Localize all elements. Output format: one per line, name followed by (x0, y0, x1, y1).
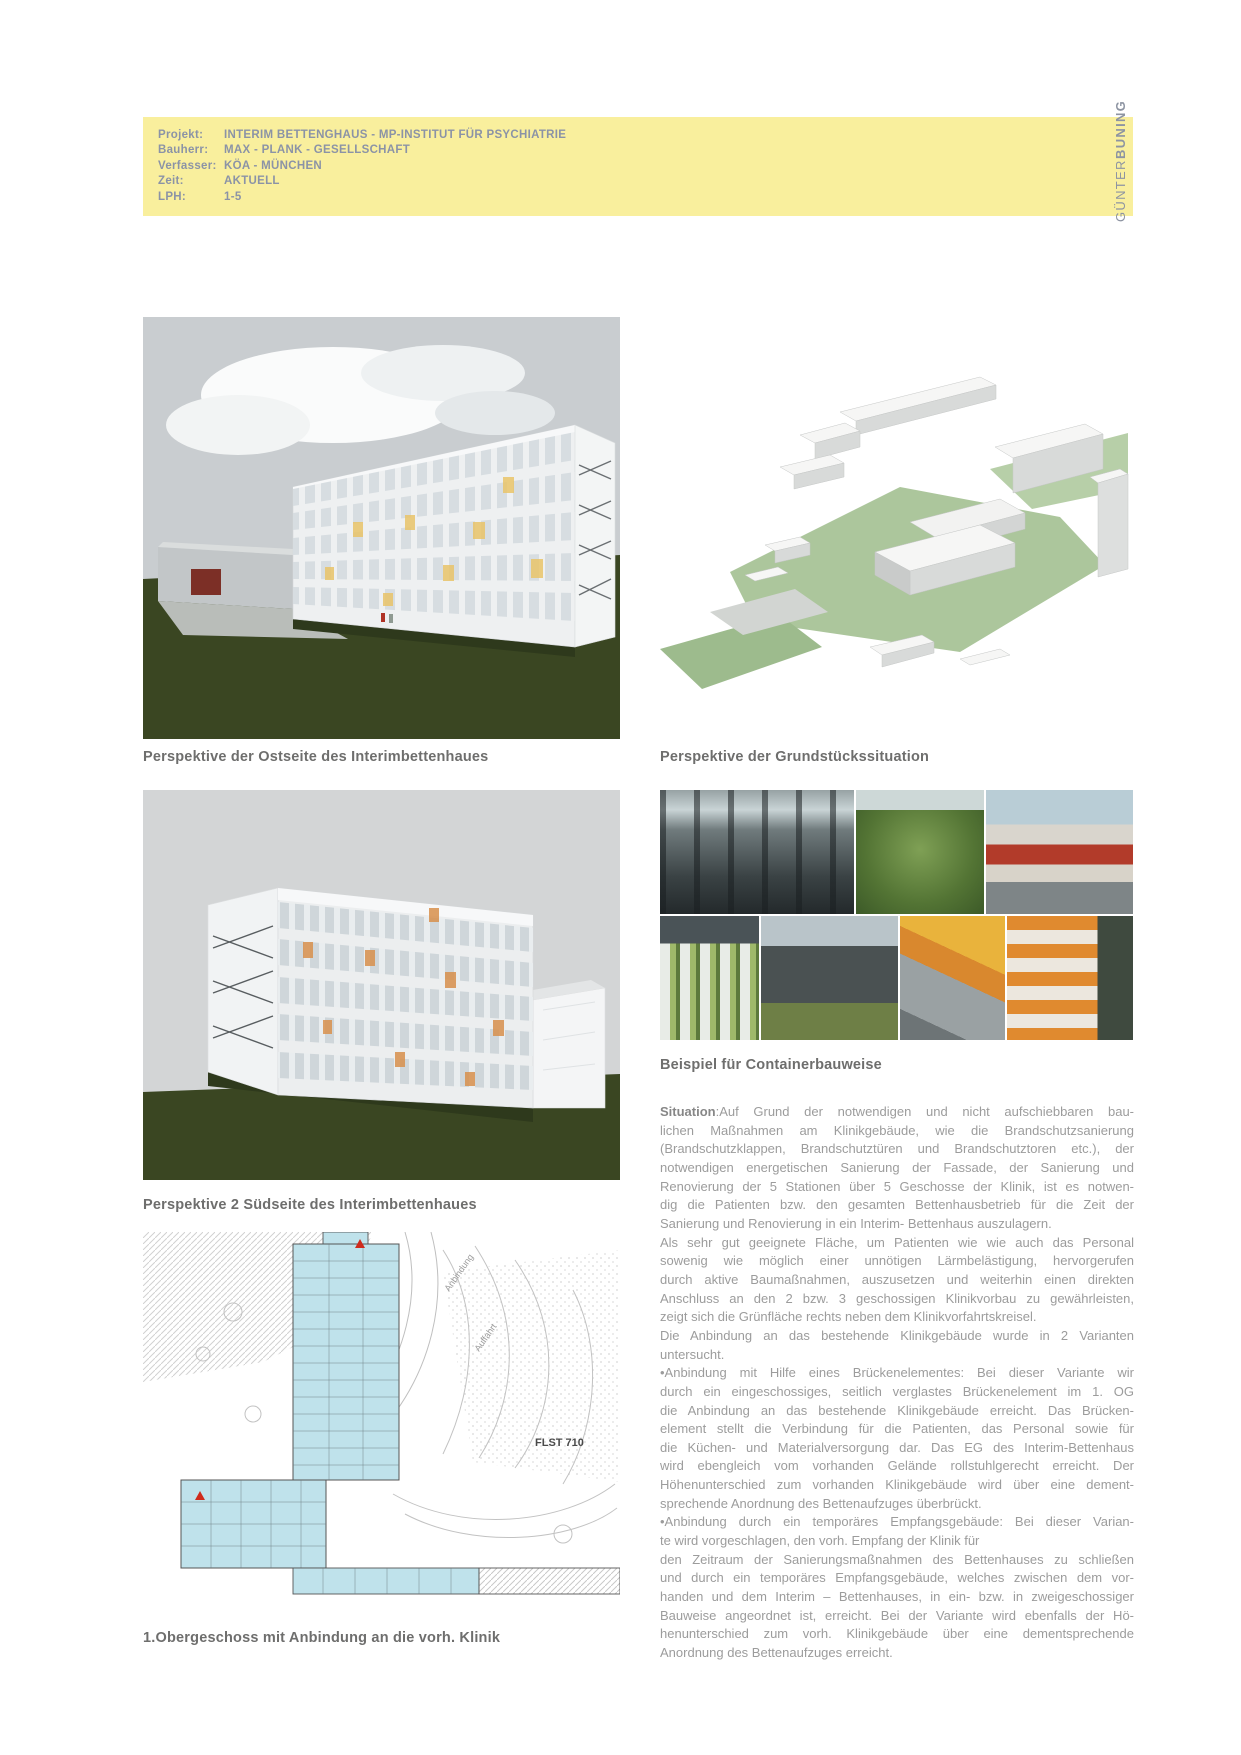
header-row-value: 1-5 (224, 190, 242, 203)
body-line: (Brandschutzklappen, Brandschutztüren und Brandschutztoren etc.), der (660, 1141, 1134, 1157)
header-rows (143, 117, 1133, 205)
header-row-value: AKTUELL (224, 175, 280, 188)
caption-floorplan: 1.Obergeschoss mit Anbindung an die vorh. Klinik (143, 1630, 501, 1646)
header-row (158, 190, 1133, 205)
body-line: handen und dem Interim – Bettenhauses, in ein- bzw. in zweigeschossiger (660, 1589, 1134, 1605)
striped-facade-photo (660, 916, 759, 1040)
body-line: Bauweise angeordnet ist, erreicht. Bei der Variante wird ebenfalls der Hö- (660, 1607, 1134, 1623)
floor-plan-drawing (143, 1232, 620, 1613)
caption-site: Perspektive der Grundstückssituation (660, 749, 930, 765)
header-row (158, 159, 1133, 174)
body-line: zeigt sich die Grünfläche rechts neben dem Klinikvorfahrtskreisel. (660, 1309, 1037, 1325)
brand-first-name: GÜNTER (1113, 159, 1128, 222)
body-line: Die Anbindung an das bestehende Klinikgebäude wurde in 2 Varianten (660, 1327, 1134, 1343)
body-line: •Anbindung mit Hilfe eines Brückenelementes: Bei dieser Variante wir (660, 1365, 1134, 1381)
body-text (660, 1103, 1134, 1663)
collage-row (660, 790, 1133, 914)
body-line: dig die Patienten bzw. den gesamten Bettenhausbetrieb für die Zeit der (660, 1197, 1134, 1213)
header-row (158, 174, 1133, 189)
project-header (143, 100, 1133, 222)
body-line: Anordnung des Bettenaufzuges erreicht. (660, 1645, 893, 1661)
container-collage (660, 790, 1133, 1040)
body-line: notwendigen energetischen Sanierung der Fassade, der Sanierung und (660, 1159, 1134, 1175)
header-row-value: KÖA - MÜNCHEN (224, 159, 323, 172)
body-line: Renovierung der 5 Stationen über 5 Geschosse der Klinik, ist es notwen- (660, 1178, 1134, 1194)
body-line: te wird vorgeschlagen, den vorh. Empfang der Klinik für (660, 1533, 980, 1549)
body-line: den Zeitraum der Sanierungsmaßnahmen des Bettenhauses zu schließen (660, 1551, 1134, 1567)
header-row-label: Projekt: (158, 129, 204, 141)
body-line: element stellt die Verbindung für die Patienten, das Personal sowie für (660, 1421, 1134, 1437)
courtyard-green-photo (856, 790, 984, 914)
south-perspective-rendering (143, 790, 620, 1180)
gray-container-building-photo (761, 916, 898, 1040)
brand-logo (1113, 100, 1128, 222)
plan-label-auffahrt: Auffahrt (472, 1321, 499, 1354)
site-plan-rendering (660, 317, 1133, 739)
body-line: sowenig wie möglich einer unnötigen Lärmbelästigung, hervorgerufen (660, 1253, 1134, 1269)
plan-label-anbindung: Anbindung (442, 1252, 476, 1294)
caption-east: Perspektive der Ostseite des Interimbettenhaues (143, 749, 489, 765)
header-row-label: LPH: (158, 190, 187, 203)
body-line: sprechende Anordnung des Bettenaufzuges überbrückt. (660, 1495, 982, 1511)
plan-label-flst: FLST 710 (535, 1437, 584, 1449)
body-line: und durch ein temporäres Empfangsgebäude, welches zwischen dem vor- (660, 1570, 1134, 1586)
interior-corridor-photo (660, 790, 854, 914)
body-line: Sanierung und Renovierung in ein Interim- Bettenhaus auszulagern. (660, 1215, 1052, 1231)
body-line: Situation:Auf Grund der notwendigen und nicht aufschiebbaren bau- (660, 1104, 1134, 1119)
header-row (158, 143, 1133, 158)
container-street-photo (986, 790, 1133, 914)
east-perspective-rendering (143, 317, 620, 739)
brand-last-name: BUNING (1113, 100, 1128, 160)
header-row (158, 128, 1133, 143)
body-line: Als sehr gut geeignete Fläche, um Patienten wie wie auch das Personal (660, 1234, 1134, 1250)
header-row-label: Bauherr: (158, 144, 209, 157)
body-line: durch ein eingeschossiges, seitlich verglastes Brückenelement im 1. OG (660, 1383, 1134, 1399)
header-row-label: Verfasser: (158, 159, 217, 172)
body-line: wird ebengleich vom vorhanden Gelände rollstuhlgerecht erreicht. Der (660, 1458, 1134, 1474)
orange-awning-container-photo (900, 916, 1004, 1040)
caption-south: Perspektive 2 Südseite des Interimbettenhaues (143, 1197, 477, 1213)
situation-label: Situation (660, 1104, 716, 1119)
body-line: lichen Maßnahmen am Klinikgebäude, wie die Brandschutzsanierung (660, 1122, 1134, 1138)
header-row-value: MAX - PLANK - GESELLSCHAFT (224, 144, 411, 157)
stacked-orange-containers-photo (1007, 916, 1133, 1040)
header-row-value: INTERIM BETTENGHAUS - MP-INSTITUT FÜR PSYCHIATRIE (224, 129, 567, 141)
body-line: durch aktive Baumaßnahmen, auszusetzen und weiterhin einen direkten (660, 1271, 1134, 1287)
collage-row (660, 916, 1133, 1040)
body-line: Höhenunterschied zum vorhanden Klinikgebäude wird über eine dement- (660, 1477, 1134, 1493)
body-line: •Anbindung durch ein temporäres Empfangsgebäude: Bei dieser Varian- (660, 1514, 1134, 1530)
body-line: die Küchen- und Materialversorgung dar. Das EG des Interim-Bettenhaus (660, 1439, 1134, 1455)
body-line: die Anbindung an das bestehende Klinikgebäude erreicht. Das Brücken- (660, 1402, 1134, 1418)
body-line: untersucht. (660, 1346, 725, 1362)
body-line: henunterschied zum vorh. Klinikgebäude über eine dementsprechende (660, 1626, 1134, 1642)
body-line: Anschluss an den 2 bzw. 3 geschossigen Klinikvorbau zu gewährleisten, (660, 1290, 1134, 1306)
caption-container: Beispiel für Containerbauweise (660, 1057, 882, 1073)
header-row-label: Zeit: (158, 175, 184, 188)
